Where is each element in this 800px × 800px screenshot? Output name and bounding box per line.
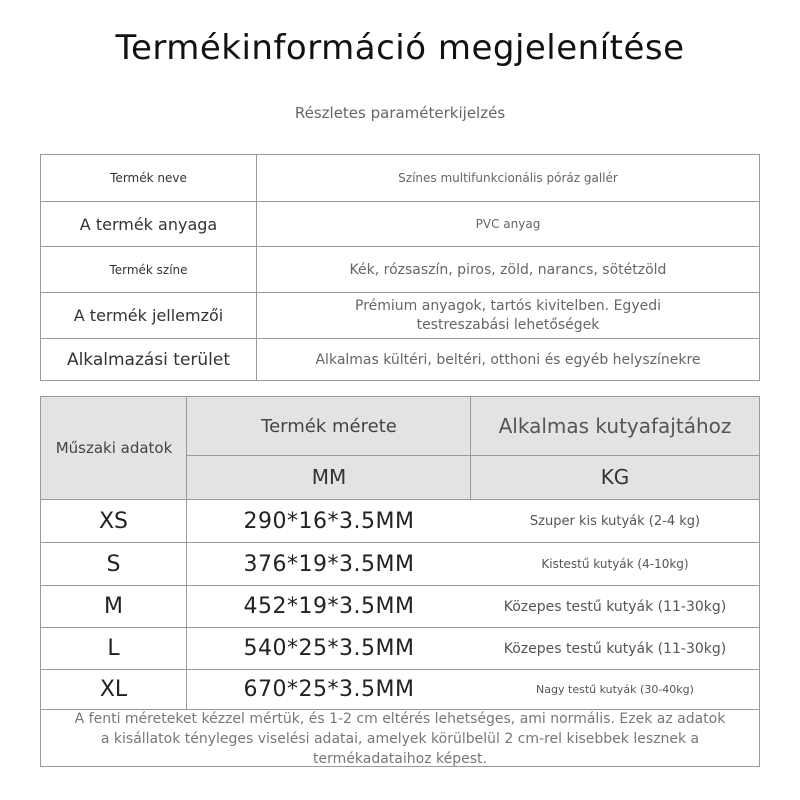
product-info-table <box>40 154 760 381</box>
size-column-header: Termék mérete <box>187 397 471 455</box>
breed-cell: Kistestű kutyák (4-10kg) <box>541 557 689 571</box>
dimension-cell: 376*19*3.5MM <box>243 551 415 577</box>
size-unit-header: MM <box>187 455 471 499</box>
info-row-name <box>41 155 759 202</box>
dimension-cell: 670*25*3.5MM <box>243 677 415 702</box>
info-value: PVC anyag <box>475 217 541 231</box>
info-row-usage <box>41 339 759 380</box>
tech-data-header: Műszaki adatok <box>41 397 187 499</box>
measurement-note: A fenti méreteket kézzel mértük, és 1-2 cm eltérés lehetséges, ami normális. Ezek az adatok a kisállatok tényleges viselési adatai, amelyek körülbelül 2 cm-rel kisebbek lesznek a termékadataihoz képest. <box>74 711 726 767</box>
dimension-cell: 540*25*3.5MM <box>243 636 415 661</box>
info-label: A termék jellemzői <box>41 293 257 338</box>
info-label: Alkalmazási terület <box>41 339 257 380</box>
dimension-cell: 452*19*3.5MM <box>243 594 415 619</box>
size-cell: XL <box>99 677 128 702</box>
info-label: Termék neve <box>41 155 257 201</box>
info-row-material <box>41 202 759 247</box>
info-row-color <box>41 247 759 293</box>
info-label: A termék anyaga <box>41 202 257 246</box>
breed-cell: Nagy testű kutyák (30-40kg) <box>536 683 694 696</box>
breed-cell: Szuper kis kutyák (2-4 kg) <box>529 513 701 529</box>
breed-cell: Közepes testű kutyák (11-30kg) <box>503 598 727 615</box>
info-value: Alkalmas kültéri, beltéri, otthoni és egyéb helyszínekre <box>315 351 701 368</box>
breed-cell: Közepes testű kutyák (11-30kg) <box>503 640 727 657</box>
info-label: Termék színe <box>41 247 257 292</box>
breed-unit-header: KG <box>471 455 759 499</box>
breed-column-header: Alkalmas kutyafajtához <box>471 397 759 455</box>
page-subtitle: Részletes paraméterkijelzés <box>294 104 506 122</box>
size-cell: XS <box>98 508 129 534</box>
info-row-features <box>41 293 759 339</box>
dimension-cell: 290*16*3.5MM <box>243 508 415 534</box>
divider <box>187 455 759 456</box>
divider <box>470 397 471 499</box>
size-cell: M <box>104 594 123 619</box>
info-value: Kék, rózsaszín, piros, zöld, narancs, sötétzöld <box>349 261 667 278</box>
page-title: Termékinformáció megjelenítése <box>115 28 685 68</box>
info-value: Prémium anyagok, tartós kivitelben. Egyedi testreszabási lehetőségek <box>355 297 661 333</box>
info-value: Színes multifunkcionális póráz gallér <box>398 171 618 185</box>
size-cell: L <box>107 636 120 661</box>
size-spec-table <box>40 396 760 767</box>
size-cell: S <box>106 551 121 577</box>
